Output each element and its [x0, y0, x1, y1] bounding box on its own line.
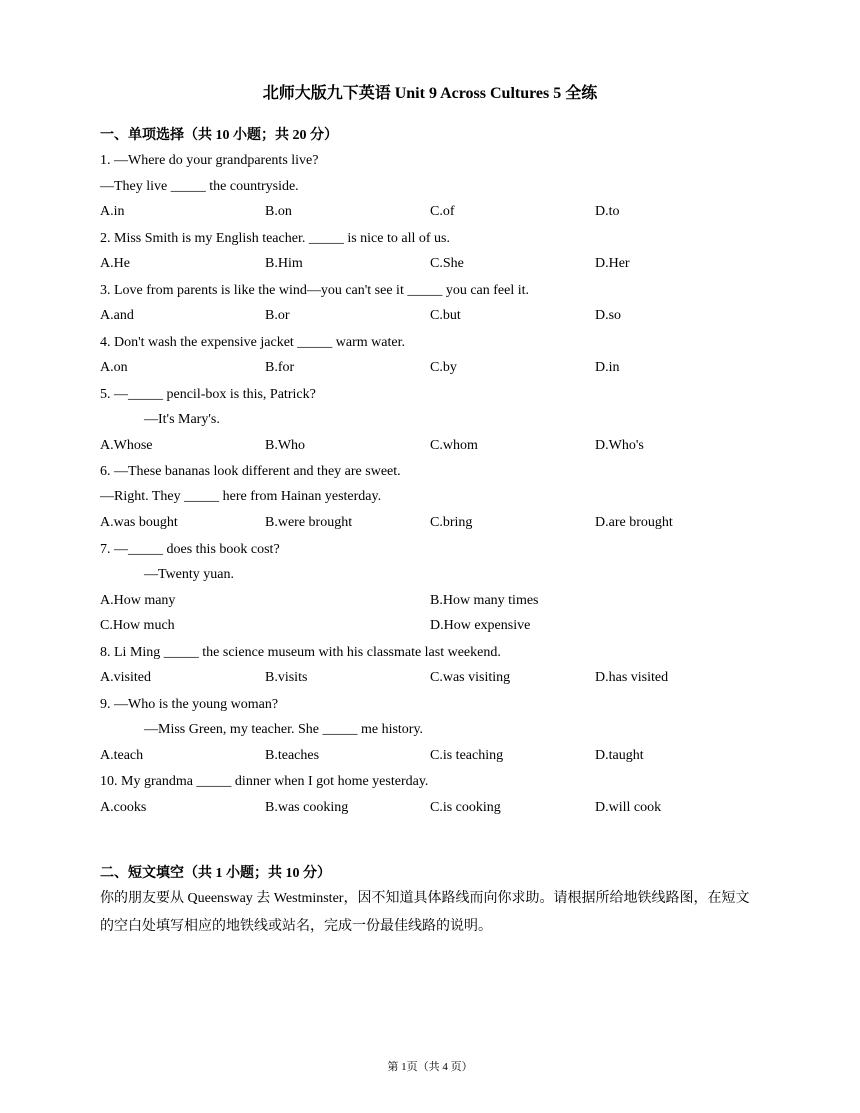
- question-6-stem: 6. —These bananas look different and they are sweet.: [100, 464, 401, 479]
- question-3-option-d: D.so: [595, 308, 622, 323]
- question-4-option-a: A.on: [100, 360, 128, 375]
- question-7-option-b: B.How many times: [430, 593, 539, 608]
- question-3-option-c: C.but: [430, 308, 461, 323]
- question-5-line-2: —It's Mary's.: [144, 412, 220, 427]
- question-8-option-b: B.visits: [265, 670, 308, 685]
- question-6-option-b: B.were brought: [265, 515, 353, 530]
- section-2-heading: 二、短文填空（共 1 小题；共 10 分）: [100, 866, 331, 881]
- question-7-line-2: —Twenty yuan.: [144, 567, 235, 582]
- question-8-option-a: A.visited: [100, 670, 151, 685]
- question-9-option-a: A.teach: [100, 748, 144, 763]
- question-10-stem: 10. My grandma _____ dinner when I got home yesterday.: [100, 774, 429, 789]
- page-title: 北师大版九下英语 Unit 9 Across Cultures 5 全练: [262, 85, 598, 102]
- question-1-line-2: —They live _____ the countryside.: [100, 179, 299, 194]
- question-5-option-c: C.whom: [430, 438, 478, 453]
- question-1-stem: 1. —Where do your grandparents live?: [100, 153, 319, 168]
- question-1-option-a: A.in: [100, 204, 125, 219]
- question-3-option-a: A.and: [100, 308, 134, 323]
- question-2-option-c: C.She: [430, 256, 464, 271]
- question-2-option-b: B.Him: [265, 256, 303, 271]
- question-5-option-a: A.Whose: [100, 438, 153, 453]
- question-8-stem: 8. Li Ming _____ the science museum with his classmate last weekend.: [100, 645, 501, 660]
- question-6-option-c: C.bring: [430, 515, 473, 530]
- question-8-option-d: D.has visited: [595, 670, 669, 685]
- question-8-option-c: C.was visiting: [430, 670, 511, 685]
- question-4-option-d: D.in: [595, 360, 620, 375]
- question-5-option-d: D.Who's: [595, 438, 644, 453]
- question-9-stem: 9. —Who is the young woman?: [100, 697, 279, 712]
- section-1-heading: 一、单项选择（共 10 小题；共 20 分）: [100, 128, 338, 143]
- question-4-stem: 4. Don't wash the expensive jacket _____ warm water.: [100, 335, 405, 350]
- question-10-option-b: B.was cooking: [265, 800, 349, 815]
- question-10-option-d: D.will cook: [595, 800, 662, 815]
- question-2-option-a: A.He: [100, 256, 130, 271]
- question-9-option-b: B.teaches: [265, 748, 320, 763]
- question-10-option-c: C.is cooking: [430, 800, 501, 815]
- question-10-option-a: A.cooks: [100, 800, 147, 815]
- question-7-option-c: C.How much: [100, 618, 175, 633]
- question-4-option-c: C.by: [430, 360, 457, 375]
- section-2-instructions: 你的朋友要从 Queensway 去 Westminster，因不知道具体路线而向你求助。请根据所给地铁线路图，在短文的空白处填写相应的地铁线或站名，完成一份最佳线路的说明。: [100, 891, 750, 934]
- question-9-line-2: —Miss Green, my teacher. She _____ me history.: [144, 722, 424, 737]
- question-5-stem: 5. —_____ pencil-box is this, Patrick?: [100, 387, 316, 402]
- question-6-option-a: A.was bought: [100, 515, 178, 530]
- question-7-stem: 7. —_____ does this book cost?: [100, 542, 280, 557]
- question-1-option-c: C.of: [430, 204, 455, 219]
- question-7-option-a: A.How many: [100, 593, 176, 608]
- question-9-option-d: D.taught: [595, 748, 644, 763]
- question-3-stem: 3. Love from parents is like the wind—you can't see it _____ you can feel it.: [100, 283, 530, 298]
- question-4-option-b: B.for: [265, 360, 295, 375]
- question-9-option-c: C.is teaching: [430, 748, 504, 763]
- question-5-option-b: B.Who: [265, 438, 306, 453]
- question-3-option-b: B.or: [265, 308, 290, 323]
- question-7-option-d: D.How expensive: [430, 618, 531, 633]
- question-2-option-d: D.Her: [595, 256, 630, 271]
- question-6-option-d: D.are brought: [595, 515, 673, 530]
- page-footer: 第 1页（共 4 页）: [387, 1061, 473, 1073]
- question-1-option-d: D.to: [595, 204, 620, 219]
- question-1-option-b: B.on: [265, 204, 292, 219]
- question-2-stem: 2. Miss Smith is my English teacher. _____ is nice to all of us.: [100, 231, 450, 246]
- question-6-line-2: —Right. They _____ here from Hainan yesterday.: [100, 489, 382, 504]
